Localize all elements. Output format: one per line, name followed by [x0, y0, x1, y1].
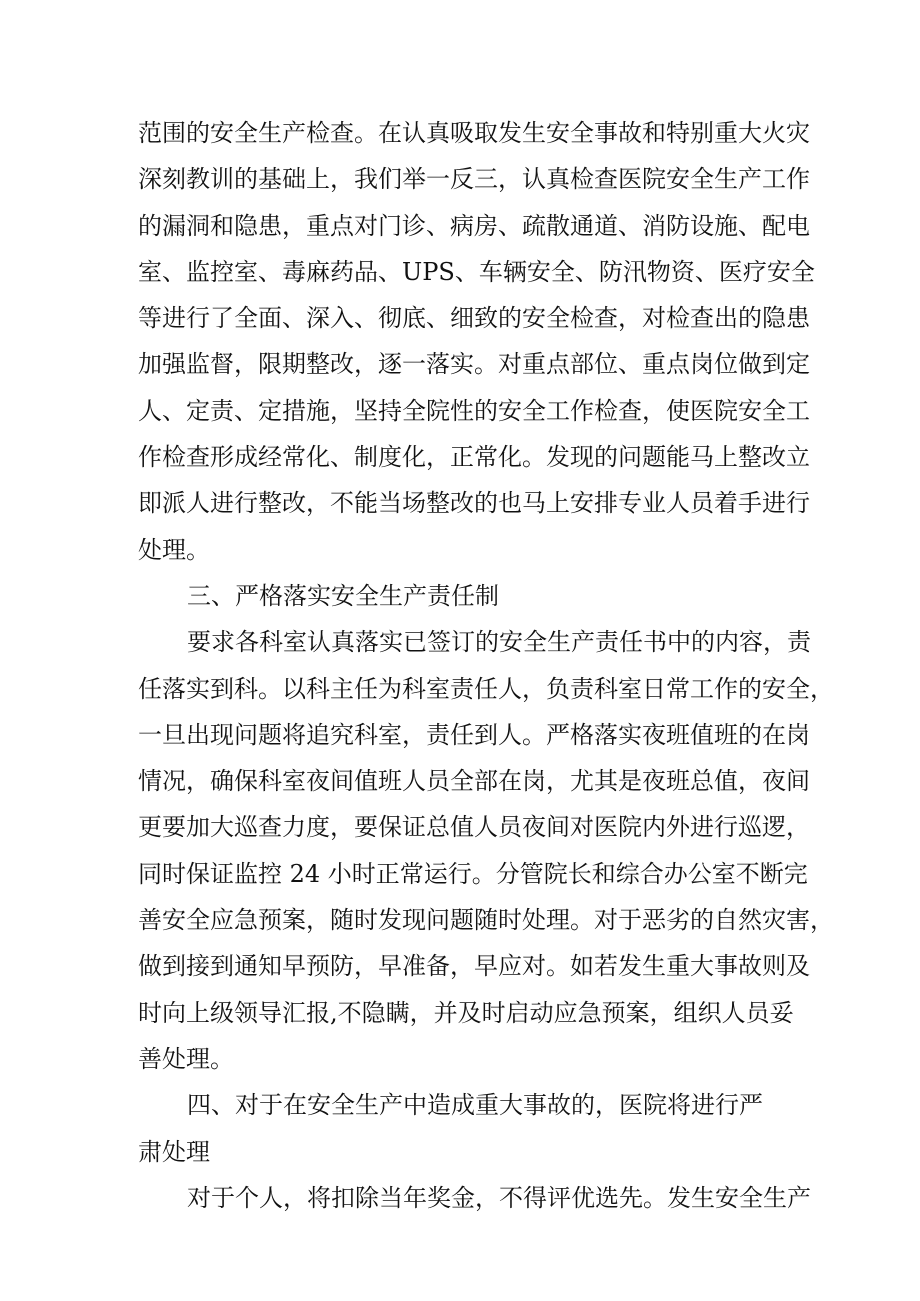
- text-line: 的漏洞和隐患，重点对门诊、病房、疏散通道、消防设施、配电: [138, 211, 810, 240]
- text-line: 要求各科室认真落实已签订的安全生产责任书中的内容，责: [187, 628, 811, 657]
- text-line: 任落实到科。以科主任为科室责任人，负责科室日常工作的安全，: [138, 674, 834, 703]
- text-line: 肃处理: [138, 1137, 210, 1166]
- text-line: 三、严格落实安全生产责任制: [187, 581, 499, 610]
- document-body: [138, 110, 834, 1221]
- text-line: 善处理。: [138, 1044, 234, 1073]
- text-line: 处理。: [138, 535, 210, 564]
- text-line: 等进行了全面、深入、彻底、细致的安全检查，对检查出的隐患: [138, 304, 810, 333]
- text-line: 善安全应急预案，随时发现问题随时处理。对于恶劣的自然灾害，: [138, 906, 834, 935]
- text-line: 范围的安全生产检查。在认真吸取发生安全事故和特别重大火灾: [138, 119, 810, 147]
- text-line: 作检查形成经常化、制度化，正常化。发现的问题能马上整改立: [138, 443, 810, 472]
- text-line: 时向上级领导汇报,不隐瞒，并及时启动应急预案，组织人员妥: [138, 998, 794, 1027]
- text-line: 同时保证监控 24 小时正常运行。分管院长和综合办公室不断完: [138, 859, 808, 888]
- text-line: 即派人进行整改，不能当场整改的也马上安排专业人员着手进行: [138, 489, 810, 518]
- text-line: 室、监控室、毒麻药品、UPS、车辆安全、防汛物资、医疗安全: [138, 257, 815, 286]
- text-line: 一旦出现问题将追究科室，责任到人。严格落实夜班值班的在岗: [138, 720, 810, 749]
- text-line: 更要加大巡查力度，要保证总值人员夜间对医院内外进行巡逻，: [138, 813, 810, 842]
- text-line: 加强监督，限期整改，逐一落实。对重点部位、重点岗位做到定: [138, 350, 810, 379]
- text-line: 人、定责、定措施，坚持全院性的安全工作检查，使医院安全工: [138, 396, 810, 425]
- text-line: 四、对于在安全生产中造成重大事故的，医院将进行严: [187, 1091, 763, 1120]
- text-line: 情况，确保科室夜间值班人员全部在岗，尤其是夜班总值，夜间: [138, 767, 810, 796]
- text-line: 对于个人，将扣除当年奖金，不得评优选先。发生安全生产: [187, 1183, 811, 1212]
- text-line: 做到接到通知早预防，早准备，早应对。如若发生重大事故则及: [138, 952, 810, 981]
- text-line: 深刻教训的基础上，我们举一反三，认真检查医院安全生产工作: [138, 165, 810, 194]
